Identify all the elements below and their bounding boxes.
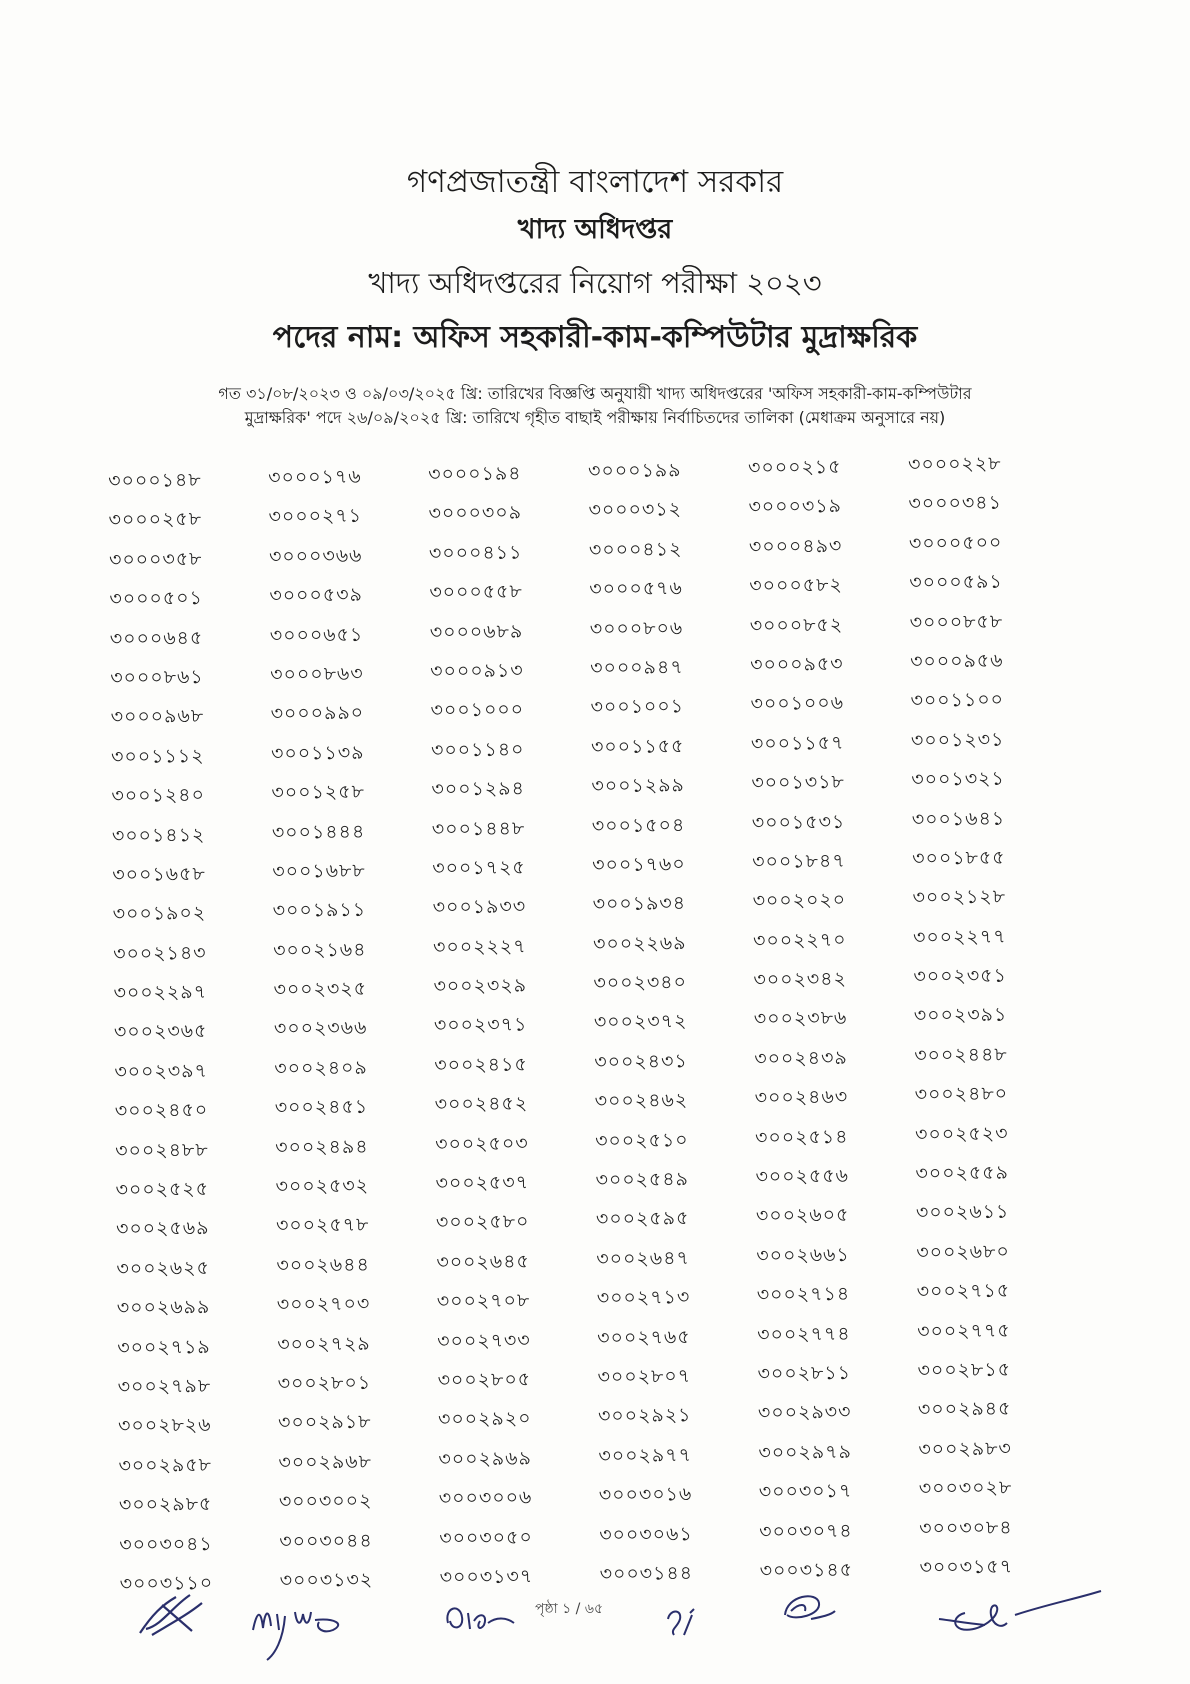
signature-2	[245, 1590, 365, 1670]
roll-number-cell: ৩০০২৭১৪	[756, 1283, 851, 1307]
roll-number-cell: ৩০০০৫০১	[109, 587, 203, 611]
roll-number-cell: ৩০০২৩৭২	[593, 1010, 688, 1034]
roll-number-cell: ৩০০২৭০৩	[276, 1292, 371, 1316]
roll-number-cell: ৩০০২৭৩৩	[437, 1329, 531, 1352]
roll-number-cell: ৩০০২১৪৩	[113, 941, 207, 965]
roll-number-cell: ৩০০২৯৫৮	[118, 1453, 213, 1477]
roll-number-cell: ৩০০২৫১০	[595, 1128, 689, 1152]
roll-number-cell: ৩০০১০০১	[590, 695, 685, 719]
roll-number-cell: ৩০০২৫৫৯	[915, 1161, 1010, 1185]
roll-number-cell: ৩০০০৫৩৯	[269, 583, 363, 607]
roll-number-cell: ৩০০২৭২৯	[277, 1332, 371, 1356]
roll-number-cell: ৩০০১১০০	[910, 688, 1005, 712]
roll-number-cell: ৩০০১৪৪৪	[271, 820, 366, 844]
roll-number-cell: ৩০০২৪৫২	[434, 1092, 529, 1116]
roll-number-cell: ৩০০২৩৬৬	[273, 1017, 368, 1041]
roll-number-cell: ৩০০১৯৩৪	[592, 892, 687, 916]
roll-number-cell: ৩০০২৪০৯	[274, 1056, 368, 1080]
roll-number-cell: ৩০০২৪৫০	[114, 1099, 209, 1123]
roll-number-cell: ৩০০২৯৭৯	[758, 1440, 852, 1464]
exam-title: খাদ্য অধিদপ্তরের নিয়োগ পরীক্ষা ২০২৩	[368, 266, 822, 300]
roll-number-cell: ৩০০২৪৫১	[274, 1095, 369, 1119]
roll-number-cell: ৩০০১২৩১	[910, 728, 1005, 752]
roll-number-cell: ৩০০২২৭০	[752, 928, 847, 952]
roll-number-cell: ৩০০০৫৮২	[749, 574, 843, 598]
roll-number-cell: ৩০০১৩১৮	[751, 771, 845, 795]
roll-number-cell: ৩০০২৭১৩	[596, 1286, 691, 1310]
roll-number-cell: ৩০০৩১৩২	[279, 1568, 374, 1592]
roll-number-cell: ৩০০১৭৬০	[592, 853, 686, 877]
signature-5	[775, 1585, 845, 1635]
roll-number-cell: ৩০০২৯৮৫	[118, 1493, 213, 1517]
roll-number-cell: ৩০০২৩৬৫	[113, 1020, 208, 1044]
roll-number-cell: ৩০০১৭২৫	[432, 856, 526, 880]
roll-number-cell: ৩০০১৬৪১	[911, 807, 1006, 831]
roll-number-cell: ৩০০২৪৮৮	[115, 1138, 209, 1162]
roll-number-cell: ৩০০২৬৮০	[916, 1240, 1010, 1264]
roll-number-cell: ৩০০২৮০১	[277, 1371, 372, 1395]
roll-number-cell: ৩০০২৭৭৪	[757, 1322, 851, 1346]
roll-number-cell: ৩০০১৪৪৮	[431, 816, 526, 840]
roll-number-cell: ৩০০৩০৪১	[119, 1532, 213, 1556]
roll-number-cell: ৩০০৩০০৬	[438, 1486, 533, 1510]
roll-number-cell: ৩০০২২৬৯	[592, 931, 687, 955]
roll-number-cell: ৩০০৩০১৬	[598, 1483, 693, 1507]
roll-number-cell: ৩০০২৯৪৫	[917, 1397, 1012, 1421]
roll-number-cell: ৩০০২৫৮০	[435, 1210, 530, 1234]
roll-number-cell: ৩০০১১১২	[110, 744, 205, 768]
roll-number-cell: ৩০০২৩৮৬	[753, 1007, 848, 1031]
roll-number-cell: ৩০০২৬৪৫	[436, 1250, 530, 1274]
roll-number-cell: ৩০০০৮৫৮	[909, 610, 1004, 634]
roll-number-cell: ৩০০০৩১৯	[748, 495, 843, 519]
roll-number-cell: ৩০০২৮২৬	[117, 1414, 212, 1438]
roll-number-cell: ৩০০২২৭৭	[912, 925, 1007, 949]
signature-4	[660, 1595, 720, 1645]
roll-number-cell: ৩০০১১৫৭	[750, 731, 845, 755]
signature-6	[925, 1585, 1105, 1645]
roll-number-cell: ৩০০৩০০২	[278, 1489, 373, 1513]
roll-number-cell: ৩০০০৯১৩	[430, 659, 524, 683]
roll-number-cell: ৩০০২৫৫৬	[755, 1164, 850, 1188]
roll-number-cell: ৩০০০৩১২	[588, 498, 683, 522]
roll-number-cell: ৩০০০৮৫২	[749, 613, 844, 637]
roll-number-cell: ৩০০১৮৪৭	[752, 849, 846, 873]
roll-number-cell: ৩০০৩১১০	[119, 1571, 214, 1595]
roll-number-cell: ৩০০২৩৪২	[753, 967, 848, 991]
roll-number-cell: ৩০০১৯১১	[272, 899, 367, 922]
roll-number-cell: ৩০০০২২৮	[907, 452, 1002, 476]
roll-number-cell: ৩০০২৯৮৩	[918, 1437, 1012, 1461]
roll-number-cell: ৩০০০৬৮৯	[429, 620, 524, 644]
roll-number-cell: ৩০০২৭৬৫	[597, 1325, 691, 1349]
roll-number-cell: ৩০০০৩৬৬	[268, 544, 363, 568]
roll-number-cell: ৩০০৩০৫০	[439, 1525, 533, 1549]
post-name: পদের নাম: অফিস সহকারী-কাম-কম্পিউটার মুদ্রাক্ষরিক	[272, 320, 918, 355]
roll-number-cell: ৩০০৩১৫৭	[919, 1555, 1014, 1579]
roll-number-cell: ৩০০০৩৫৮	[108, 547, 203, 571]
roll-number-cell: ৩০০৩০৮৪	[919, 1516, 1013, 1540]
roll-number-cell: ৩০০২৪৪৮	[914, 1043, 1008, 1067]
roll-number-cell: ৩০০২২৯৭	[113, 981, 208, 1005]
roll-number-cell: ৩০০২৯২১	[597, 1404, 692, 1428]
roll-number-cell: ৩০০৩১৩৭	[439, 1565, 534, 1589]
roll-number-cell: ৩০০১০০৬	[750, 692, 845, 716]
roll-number-cell: ৩০০২৯৬৮	[278, 1450, 373, 1474]
roll-number-cell: ৩০০১০০০	[430, 698, 525, 722]
roll-number-cell: ৩০০২৯১৮	[277, 1411, 372, 1435]
roll-number-cell: ৩০০৩০৪৪	[279, 1529, 373, 1553]
roll-number-cell: ৩০০২৬৪৪	[276, 1253, 370, 1277]
roll-number-cell: ৩০০২৯৭৭	[598, 1443, 692, 1467]
page-number: পৃষ্ঠা ১ / ৬৫	[535, 1601, 604, 1617]
roll-number-cell: ৩০০০৬৪৫	[109, 626, 204, 650]
roll-number-cell: ৩০০০৯৯০	[270, 702, 365, 726]
roll-number-cell: ৩০০২৪১৫	[434, 1053, 528, 1077]
roll-number-cell: ৩০০০২১৫	[747, 455, 842, 479]
roll-number-cell: ৩০০০৪১১	[428, 541, 523, 565]
roll-number-cell: ৩০০২৫৩৭	[435, 1171, 530, 1195]
roll-number-cell: ৩০০০১৪৮	[108, 469, 202, 492]
roll-number-cell: ৩০০০৯৫৩	[750, 652, 844, 676]
roll-number-cell: ৩০০০৯৫৬	[910, 649, 1004, 673]
department-title: খাদ্য অধিদপ্তর	[517, 214, 673, 245]
roll-number-cell: ৩০০২০২০	[752, 889, 847, 913]
roll-number-cell: ৩০০০৪১২	[588, 537, 683, 561]
roll-number-cell: ৩০০১৫০৪	[591, 813, 686, 837]
roll-number-cell: ৩০০০৫৯১	[909, 570, 1003, 594]
roll-number-cell: ৩০০১১৩৯	[270, 741, 365, 765]
roll-number-cell: ৩০০২৭১৯	[117, 1335, 211, 1359]
roll-number-cell: ৩০০৩০২৮	[918, 1476, 1013, 1500]
roll-number-cell: ৩০০১৯৩৩	[432, 895, 527, 919]
notice-text	[110, 382, 1080, 430]
government-title: গণপ্রজাতন্ত্রী বাংলাদেশ সরকার	[406, 164, 784, 200]
roll-number-cell: ৩০০০১৯৯	[588, 459, 682, 483]
roll-number-cell: ৩০০০৫৫৮	[429, 580, 523, 604]
roll-number-cell: ৩০০২৩৭১	[433, 1013, 528, 1037]
roll-number-cell: ৩০০১২৯৪	[431, 777, 525, 801]
roll-number-cell: ৩০০৩১৪৪	[599, 1562, 694, 1586]
roll-number-cell: ৩০০২৪৩৯	[754, 1046, 848, 1070]
roll-number-cell: ৩০০২৫৯৫	[595, 1207, 690, 1231]
roll-number-cell: ৩০০২৪৮০	[914, 1082, 1009, 1106]
roll-number-cell: ৩০০২২২৭	[432, 935, 527, 959]
roll-number-cell: ৩০০৩০৬১	[599, 1522, 693, 1546]
roll-number-cell: ৩০০২৫২৩	[914, 1122, 1009, 1146]
roll-number-cell: ৩০০২৩২৫	[273, 977, 368, 1001]
roll-number-cell: ৩০০২৮০৫	[437, 1368, 532, 1392]
roll-number-cell: ৩০০১৩২১	[911, 767, 1005, 791]
roll-number-cell: ৩০০২৫১৪	[754, 1125, 849, 1149]
roll-number-cell: ৩০০২৪৩১	[594, 1050, 688, 1073]
roll-number-cell: ৩০০২৭৭৫	[917, 1319, 1011, 1343]
roll-number-cell: ৩০০১২৫৮	[271, 780, 365, 804]
roll-number-cell: ৩০০২৯২০	[437, 1407, 532, 1431]
roll-number-cell: ৩০০২৬১১	[915, 1201, 1010, 1225]
roll-number-cell: ৩০০১১৪০	[430, 738, 525, 762]
roll-number-cell: ৩০০২৫০৩	[435, 1132, 529, 1156]
roll-number-cell: ৩০০২৫২৫	[115, 1178, 210, 1201]
roll-number-cell: ৩০০০৯৪৭	[590, 656, 684, 680]
roll-number-cell: ৩০০০৩৪১	[908, 492, 1003, 516]
signature-3	[440, 1593, 530, 1643]
roll-number-cell: ৩০০০১৭৬	[268, 465, 362, 489]
roll-number-cell: ৩০০৩০১৭	[758, 1480, 853, 1503]
roll-number-cell: ৩০০৩১৪৫	[759, 1558, 854, 1582]
roll-number-cell: ৩০০২৫৭৮	[275, 1214, 370, 1238]
roll-number-cell: ৩০০২৮১৫	[917, 1358, 1012, 1382]
roll-number-cell: ৩০০২৭০৮	[436, 1289, 531, 1313]
roll-number-cell: ৩০০১৫৩১	[751, 810, 846, 834]
roll-number-table	[108, 452, 1080, 1604]
roll-number-cell: ৩০০২৯৬৯	[438, 1447, 533, 1471]
roll-number-cell: ৩০০২৩৯৭	[114, 1059, 208, 1083]
roll-number-cell: ৩০০১৬৮৮	[272, 859, 366, 883]
roll-number-cell: ৩০০০৪৯৩	[748, 534, 843, 558]
roll-number-cell: ৩০০২৪৯৪	[275, 1135, 369, 1159]
signature-1	[132, 1585, 212, 1645]
roll-number-cell: ৩০০২৪৬৩	[754, 1086, 849, 1110]
roll-number-cell: ৩০০১৪১২	[111, 823, 206, 847]
roll-number-cell: ৩০০২৭১৫	[916, 1279, 1011, 1303]
roll-number-cell: ৩০০২৬৬১	[756, 1243, 850, 1267]
roll-number-cell: ৩০০০২৫৮	[108, 508, 203, 532]
roll-number-cell: ৩০০২১২৮	[912, 885, 1007, 909]
document-header	[0, 160, 1190, 360]
roll-number-cell: ৩০০২৪৬২	[594, 1089, 689, 1113]
roll-number-cell: ৩০০২৮০৭	[597, 1365, 692, 1389]
roll-number-cell: ৩০০০৫৭৬	[589, 577, 683, 601]
roll-number-cell: ৩০০২৭৯৮	[117, 1374, 212, 1398]
roll-number-cell: ৩০০২৩৫১	[913, 964, 1007, 988]
roll-number-cell: ৩০০০৬৫১	[269, 623, 364, 647]
roll-number-cell: ৩০০২৬৪৭	[596, 1246, 690, 1270]
roll-number-cell: ৩০০১৯০২	[112, 902, 207, 926]
roll-number-cell: ৩০০২৩৯১	[913, 1004, 1008, 1028]
roll-number-cell: ৩০০০৮০৬	[589, 616, 684, 640]
notice-line-2: মুদ্রাক্ষরিক' পদে ২৬/০৯/২০২৫ খ্রি: তারিখে গৃহীত বাছাই পরীক্ষায় নির্বাচিতদের তালিকা (মেধাক্রম অনুসারে নয়)	[244, 408, 946, 427]
roll-number-cell: ৩০০১২৯৯	[591, 774, 685, 798]
roll-number-cell: ৩০০০৮৬১	[110, 665, 204, 689]
roll-number-cell: ৩০০২৬০৫	[755, 1204, 850, 1228]
roll-number-cell: ৩০০২৩২৯	[433, 974, 528, 998]
roll-number-cell: ৩০০২৮১১	[757, 1361, 852, 1385]
roll-number-cell: ৩০০২৫৩২	[275, 1174, 370, 1198]
roll-number-cell: ৩০০০১৯৪	[428, 462, 522, 486]
roll-number-cell: ৩০০২৯৩৩	[757, 1401, 852, 1425]
roll-number-cell: ৩০০০৯৬৮	[110, 705, 205, 729]
roll-number-cell: ৩০০২৫৪৯	[595, 1168, 690, 1192]
roll-number-cell: ৩০০০৮৬৩	[270, 662, 364, 686]
roll-number-cell: ৩০০২৩৪০	[593, 971, 688, 995]
signature-footer	[0, 1585, 1190, 1675]
roll-number-cell: ৩০০০৫০০	[908, 531, 1003, 555]
roll-number-cell: ৩০০২৫৬৯	[115, 1217, 210, 1241]
roll-number-cell: ৩০০১২৪০	[111, 784, 206, 808]
roll-number-cell: ৩০০২৬২৫	[116, 1256, 211, 1280]
roll-number-cell: ৩০০২৬৯৯	[116, 1296, 211, 1320]
roll-number-cell: ৩০০৩০৭৪	[759, 1519, 853, 1543]
roll-number-cell: ৩০০১৮৫৫	[912, 846, 1006, 870]
roll-number-cell: ৩০০১৬৫৮	[112, 862, 206, 886]
notice-line-1: গত ৩১/০৮/২০২৩ ও ০৯/০৩/২০২৫ খ্রি: তারিখের বিজ্ঞপ্তি অনুযায়ী খাদ্য অধিদপ্তরের 'অফিস সহকারী-কাম-কম্পিউটার	[218, 384, 972, 403]
roll-number-cell: ৩০০১১৫৫	[590, 734, 685, 758]
roll-number-cell: ৩০০০৩০৯	[428, 501, 523, 525]
roll-number-cell: ৩০০০২৭১	[268, 505, 363, 529]
roll-number-cell: ৩০০২১৬৪	[273, 938, 367, 962]
